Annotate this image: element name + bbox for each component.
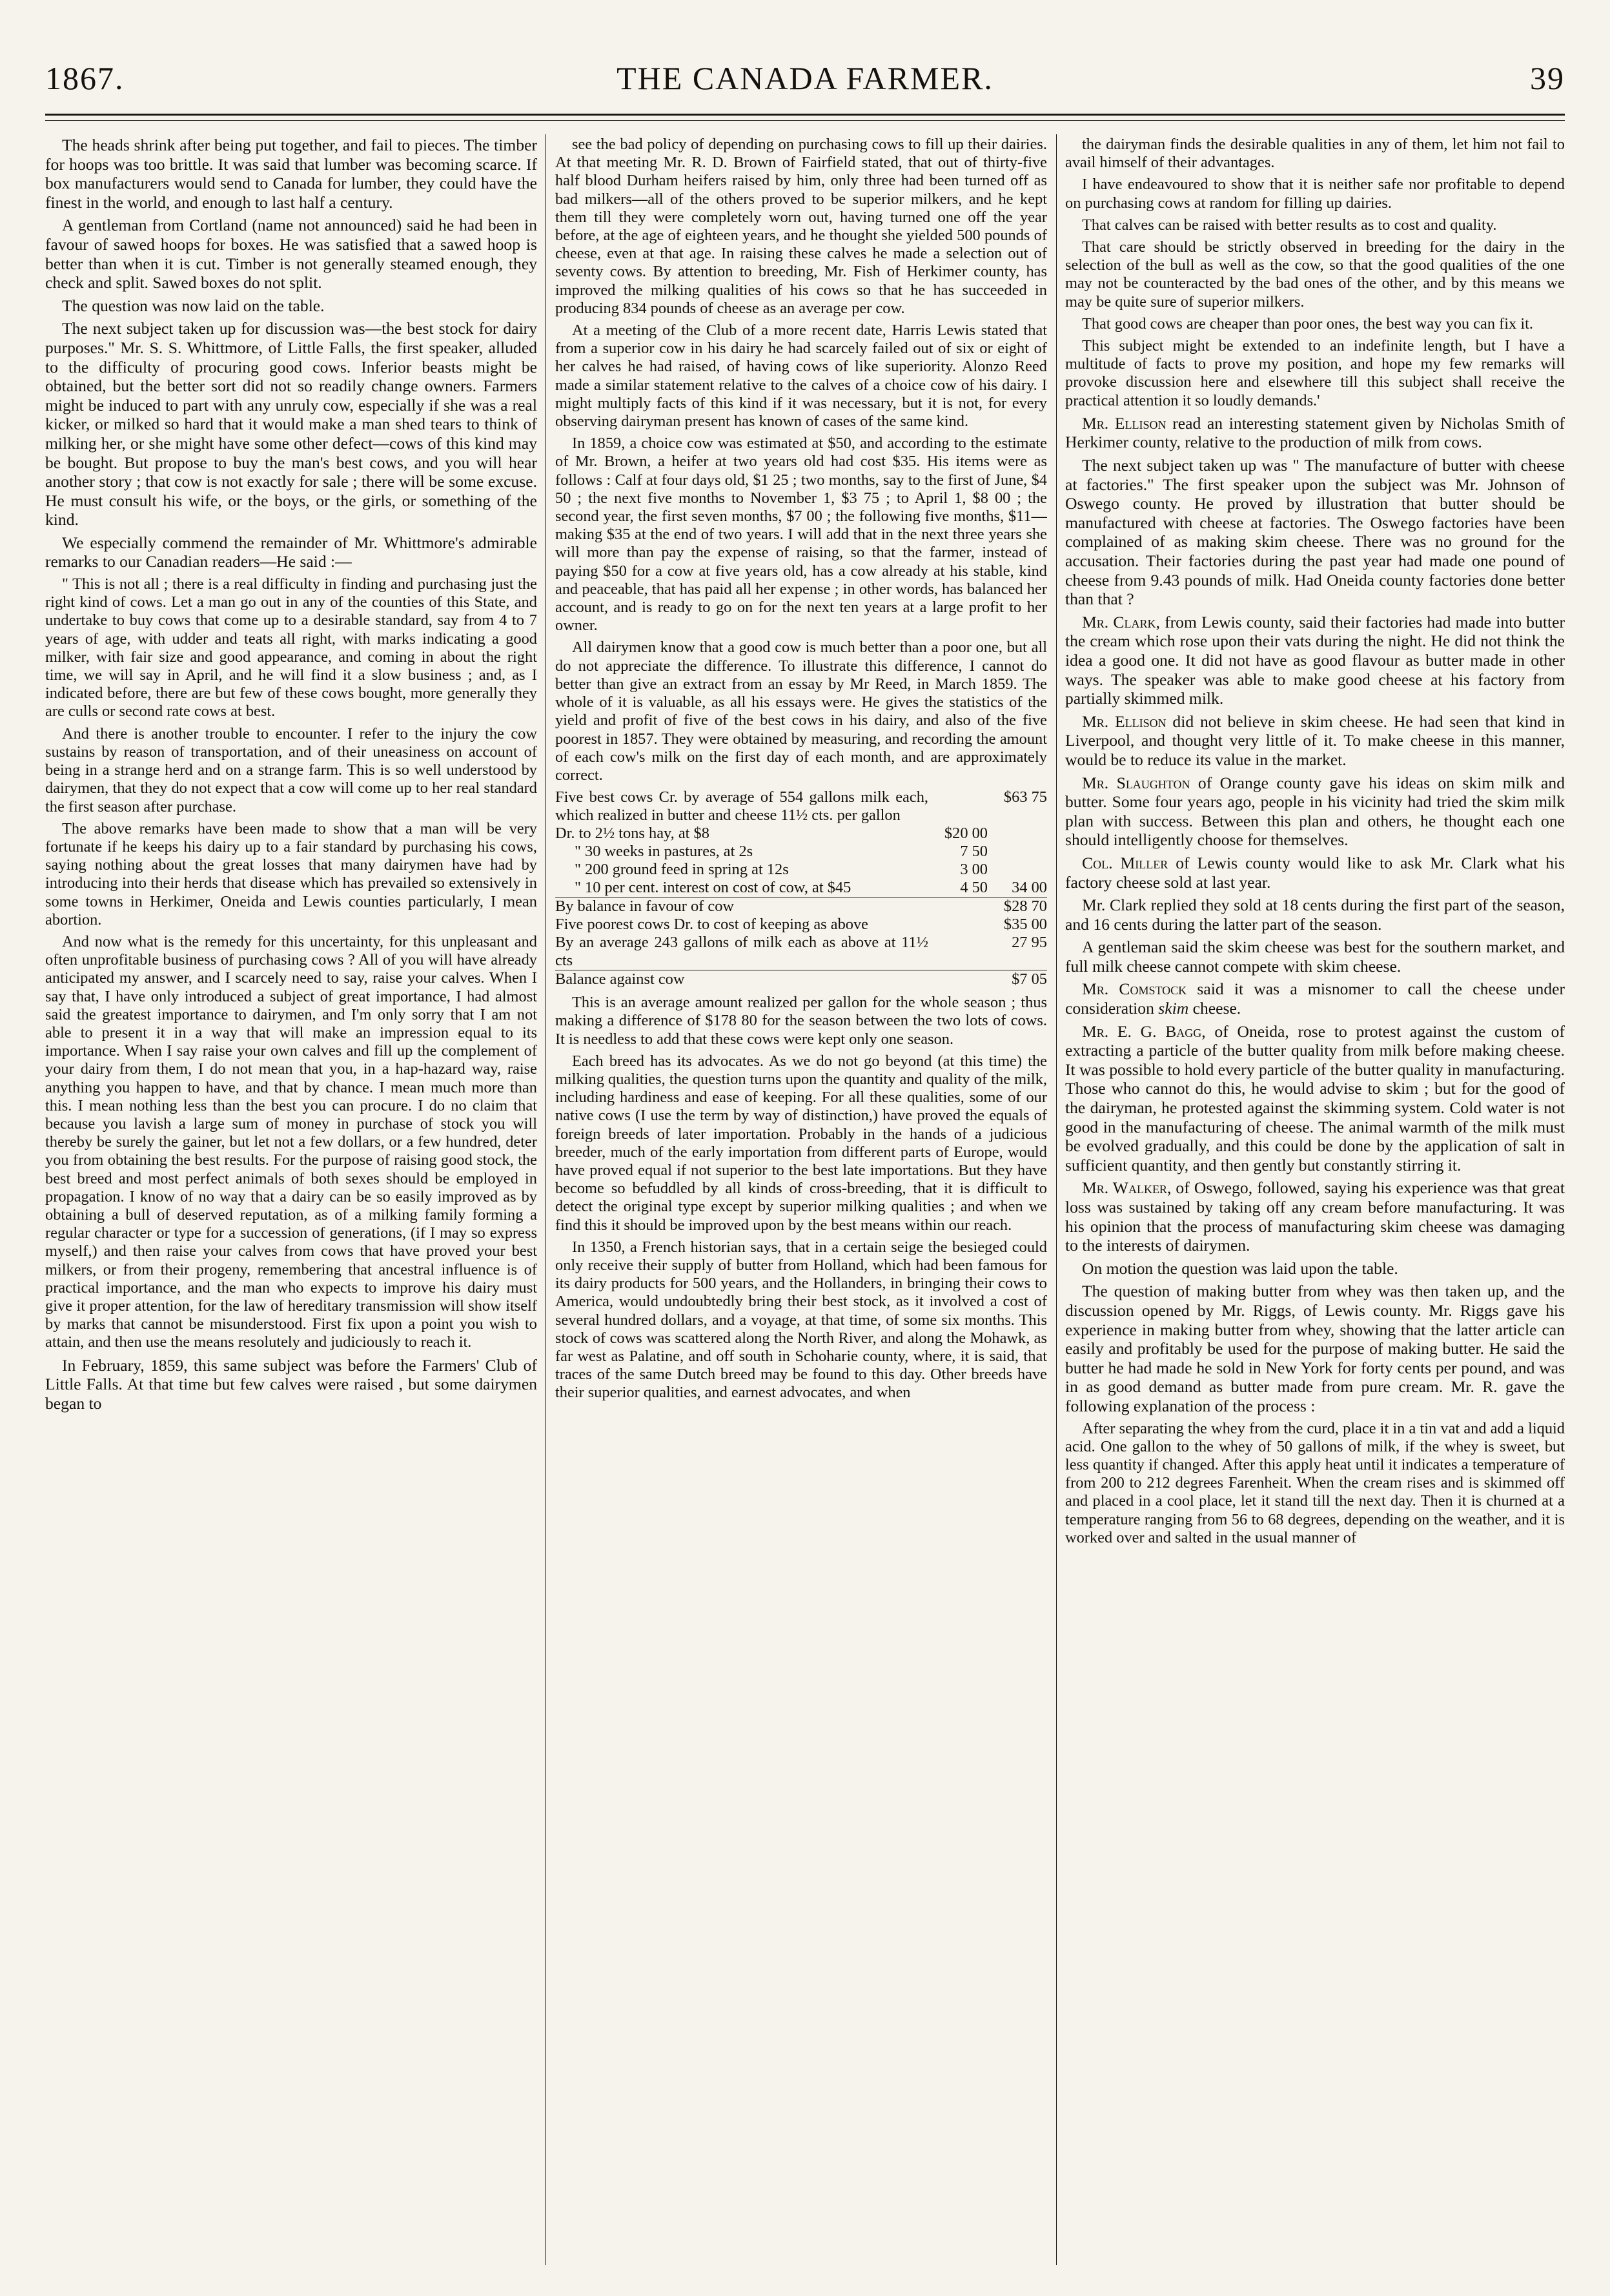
paragraph [1065,414,1565,452]
paragraph-text: said it was a misnomer to call the cheese under consideration [1065,979,1565,1018]
account-item: Balance against cow [555,970,928,989]
account-amount: $20 00 [944,825,988,843]
account-amount: $63 75 [1003,788,1047,806]
account-row [555,897,1047,916]
paragraph [1065,854,1565,892]
emphasis: skim [1158,999,1189,1018]
speaker-name: Mr. E. G. Bagg, [1082,1021,1206,1041]
paragraph [1065,774,1565,850]
paragraph: On motion the question was laid upon the table. [1082,1258,1398,1278]
paragraph: The question of making butter from whey was then taken up, and the discussion opened by Mr. Riggs, of Lewis county. Mr. Riggs gave his experience in making butter from whey, showing that the latter article can easily and profitably be used for the purpose of making butter. He said the butter he had made he sold in New York for forty cents per pound, and was in as good demand as butter made from pure cream. Mr. R. gave the following explanation of the process : [1065,1282,1565,1415]
paragraph-text: from Lewis county, said their factories had made into butter the cream which rose upon their vats during the night. He did not think the idea a good one. It did not have as good flavour as butter made in other ways. The speaker was able to make good cheese at his factory from partially skimmed milk. [1065,612,1565,708]
speaker-name: Mr. Ellison [1082,712,1167,731]
paragraph: That calves can be raised with better results as to cost and quality. [1082,216,1497,234]
paragraph [1065,1022,1565,1175]
paragraph-text: read an interesting statement given by Nicholas Smith of Herkimer county, relative to the production of milk from cows. [1065,413,1565,452]
speaker-name: Col. Miller [1082,853,1168,872]
masthead [45,59,1565,110]
paragraph-text: of Oneida, rose to protest against the custom of extracting a particle of the butter quality from milk before making cheese. It was possible to hold every particle of the butter quality in manufacturing. Those who cannot do this, he would advise to skim ; but for the good of the dairyman, he protested against the skimming system. Cold water is not good in the manufacturing of cheese. The animal warmth of the milk must be evolved gradually, and this could be done by the application of salt in sufficient quantity, and then gently but constantly stirring it. [1065,1021,1565,1174]
paragraph [1065,613,1565,708]
column-1 [45,136,537,2260]
account-amount: 27 95 [1012,934,1047,952]
paragraph: The next subject taken up was " The manufacture of butter with cheese at factories." The first speaker upon the subject was Mr. Johnson of Oswego county. He proved by illustration that butter should be manufactured with cheese at factories. The Oswego factories have been complained of as making skim cheese. There was no ground for the accusation. Their factories during the past year had made one pound of cheese from 9.43 pounds of milk. Had Oneida county factories done better than that ? [1065,456,1565,609]
paragraph: This subject might be extended to an indefinite length, but I have a multitude of facts to prove my position, and hope my few remarks will provoke discussion here and elsewhere till this subject shall receive the practical attention it so loudly demands.' [1065,337,1565,409]
paragraph [1065,979,1565,1018]
paragraph-text: did not believe in skim cheese. He had seen that kind in Liverpool, and thought very little of it. To make cheese in this manner, would be to reduce its value in the market. [1065,712,1565,769]
account-row [555,934,1047,970]
paragraph [1065,1178,1565,1255]
account-item: Five poorest cows Dr. to cost of keeping as above [555,916,869,934]
paragraph [1065,712,1565,770]
paragraph: The next subject taken up for discussion was—the best stock for dairy purposes." Mr. S. S. Whittmore, of Little Falls, the first speaker, alluded to the difficulty of procuring good cows. Inferior beasts might be obtained, but the better sort did not so readily change owners. Farmers might be induced to part with any unruly cow, especially if she was a real kicker, or milked so hard that it would make a man shed tears to think of milking her, or she might have some other defect—cows of this kind may be bought. But propose to buy the man's best cows, and you will hear another story ; that cow is not exactly for sale ; there will be some excuse. He must consult his wife, or the boys, or the girls, or something of the kind. [45,319,537,529]
account-item: By an average 243 gallons of milk each as above at 11½ cts [555,934,928,970]
account-row [555,843,1047,861]
paragraph: I have endeavoured to show that it is neither safe nor profitable to depend on purchasing cows at random for filling up dairies. [1065,176,1565,212]
paragraph: After separating the whey from the curd, place it in a tin vat and add a liquid acid. One gallon to the whey of 50 gallons of milk, if the whey is sweet, but less quantity if changed. After this apply heat until it indicates a temperature of from 200 to 212 degrees Farenheit. When the cream rises and is skimmed off and placed in a cool place, let it stand till the next day. Then it is churned at a temperature ranging from 56 to 68 degrees, depending on the weather, and it is worked over and salted in the usual manner of [1065,1419,1565,1546]
account-row [555,788,1047,825]
paragraph: All dairymen know that a good cow is much better than a poor one, but all do not appreciate the difference. To illustrate this difference, I cannot do better than give an extract from an essay by Mr Reed, in March 1859. The whole of it is valuable, as all his essays were. He gives the statistics of the yield and profit of five of the best cows in his dairy, and also of the five poorest in 1857. They were obtained by measuring, and recording the amount of each cow's milk on the first day of each month, and are approximately correct. [555,639,1047,784]
paragraph: The above remarks have been made to show that a man will be very fortunate if he keeps his dairy up to a fair standard by purchasing his cows, saying nothing about the great losses that many dairymen have had by introducing into their herds that disease which has prevailed so extensively in some towns in Herkimer, Oneida and Lewis counties particularly, I mean abortion. [45,819,537,928]
account-item: By balance in favour of cow [555,897,928,916]
paragraph: Each breed has its advocates. As we do not go beyond (at this time) the milking qualities, the question turns upon the quantity and quality of the milk, including hardiness and ease of keeping. For all these qualities, some of our native cows (I use the term by way of distinction,) have proved the equals of foreign breeds of later importation. Probably in the hands of a judicious breeder, much of the early importation from different parts of Europe, would have proved equal if not superior to the best late importations. But they have become so befuddled by all kinds of cross-breeding, that it is difficult to detect the original type except by superior milking qualities ; and when we find this it should be improved upon by the best means within our reach. [555,1052,1047,1234]
account-row [555,916,1047,934]
paragraph: see the bad policy of depending on purchasing cows to fill up their dairies. At that meeting Mr. R. D. Brown of Fairfield stated, that out of thirty-five half blood Durham heifers raised by him, only three had been turned off as bad milkers—all of the others proved to be superior milkers, and he kept them till they were completely worn out, having turned one off the year before, at the age of eighteen years, and he thought she yielded 500 pounds of cheese, even at that age. In raising these calves he made a selection out of seventy cows. By attention to breeding, Mr. Fish of Herkimer county, has improved the milking qualities of his cows so that he has succeeded in producing 834 pounds of cheese as an average per cow. [555,136,1047,317]
paragraph: At a meeting of the Club of a more recent date, Harris Lewis stated that from a superior cow in his dairy he had scarcely failed out of six or eight of her calves he had raised, of having cows of like superiority. Alonzo Reed made a similar statement relative to the calves of a choice cow of his dairy. I might multiply facts of this kind if it was necessary, but it is not, for every observing dairyman present has known of cases of the same kind. [555,322,1047,431]
paragraph: A gentleman from Cortland (name not announced) said he had been in favour of sawed hoops for boxes. He was satisfied that a sawed hoop is better than when it is cut. Timber is not generally steamed enough, they check and split. Sawed boxes do not split. [45,216,537,292]
account-table [555,788,1047,989]
paragraph: That good cows are cheaper than poor ones, the best way you can fix it. [1082,314,1533,333]
paragraph-text: cheese. [1188,999,1241,1018]
paragraph: In February, 1859, this same subject was before the Farmers' Club of Little Falls. At that time but few calves were raised , but some dairymen began to [45,1355,537,1413]
account-item: " 200 ground feed in spring at 12s [575,861,789,879]
account-row [555,879,1047,897]
paragraph: The question was now laid on the table. [62,296,325,315]
speaker-name: Mr. Slaughton [1082,773,1190,792]
paragraph: the dairyman finds the desirable qualities in any of them, let him not fail to avail himself of their advantages. [1065,136,1565,172]
account-item: Five best cows Cr. by average of 554 gallons milk each, which realized in butter and cheese 11½ cts. per gallon [555,788,928,825]
account-row [555,970,1047,989]
account-row [555,825,1047,843]
account-amount: 4 50 [960,879,988,897]
account-amount: $35 00 [1003,916,1047,934]
account-amount: $7 05 [988,970,1047,989]
header-rule-thin [45,120,1565,121]
paragraph: In 1859, a choice cow was estimated at $50, and according to the estimate of Mr. Brown, a heifer at two years old had cost $35. His items were as follows : Calf at four days old, $1 25 ; two months, say to the first of June, $4 50 ; the next five months to November 1, $3 75 ; to April 1, $8 00 ; the second year, the first seven months, $7 00 ; the following five months, $11—making $35 at the end of two years. I will add that in the next three years she will more than pay the expense of raising, so that the farmer, instead of paying $50 for a cow at five years old, has a cow already at his stable, kind and peaceable, that has paid all her expense ; in other words, has balanced her account, and is ready to go on for the next ten years at a large profit to her owner. [555,435,1047,635]
column-2 [555,136,1047,2260]
account-item: Dr. to 2½ tons hay, at $8 [555,825,709,843]
paragraph: Mr. Clark replied they sold at 18 cents during the first part of the season, and 16 cents during the latter part of the season. [1065,896,1565,934]
column-divider [1056,134,1057,2265]
account-item: " 30 weeks in pastures, at 2s [575,843,753,861]
column-3 [1065,136,1565,2260]
paragraph: A gentleman said the skim cheese was best for the southern market, and full milk cheese cannot compete with skim cheese. [1065,938,1565,976]
paragraph: And now what is the remedy for this uncertainty, for this unpleasant and often unprofitable business of purchasing cows ? All of you will have already anticipated my answer, and I scarcely need to say, raise your calves. When I say that, I have only introduced a subject of great importance, I had almost said the greatest importance to dairymen, and I'm only sorry that I am not able to present it in a way that will make an impression equal to its importance. When I say raise your own calves and fill up the complement of your dairy from them, I do not mean that you, in a hap-hazard way, raise anything you happen to have, and that by chance. I mean much more than this. I mean nothing less than the best you can procure. I do no claim that because you lavish a large sum of money in purchase of stock you will thereby be surely the gainer, but let not a few dollars, or a few hundred, deter you from obtaining the best results. For the purpose of raising good stock, the best breed and most perfect animals of both sexes should be employed in propagation. I know of no way that a dairy can be so easily improved as by obtaining a bull of deserved reputation, as of a milking family forming a regular character or type for a succession of generations, (if I may so express myself,) and then raise your calves from cows that have proved your best milkers, or from their progeny, remembering that ancestral influence is of practical importance, and the man who expects to improve his dairy must give it proper attention, for the law of hereditary transmission will show itself by marks that cannot be misunderstood. First fix upon a point you wish to attain, and then use the means resolutely and judiciously to reach it. [45,932,537,1351]
paragraph: " This is not all ; there is a real difficulty in finding and purchasing just the right kind of cows. Let a man go out in any of the counties of this State, and undertake to buy cows that come up to a desirable standard, say from 4 to 7 years of age, with udder and teats all right, with marks indicating a good milker, with fair size and good appearance, and coming in about the right time, we will say in April, and he will find it a slow business ; and, as I indicated before, there are but few of these cows bought, more generally they are culls or second rate cows at best. [45,575,537,721]
header-rule [45,114,1565,116]
account-item: " 10 per cent. interest on cost of cow, at $45 [575,879,851,897]
newspaper-title: THE CANADA FARMER. [616,60,994,96]
paragraph: That care should be strictly observed in breeding for the dairy in the selection of the bull as well as the cow, so that the good qualities of the one may not be counteracted by the bad ones of the other, and by this means we may be quite sure of superior milkers. [1065,238,1565,311]
paragraph: This is an average amount realized per gallon for the whole season ; thus making a difference of $178 80 for the season between the two lots of cows. It is needless to add that these cows were kept only one season. [555,994,1047,1048]
speaker-name: Mr. Ellison [1082,413,1167,433]
paragraph: In 1350, a French historian says, that in a certain seige the besieged could only receive their supply of butter from Holland, which had been famous for its dairy products for 500 years, and the Hollanders, in bringing their cows to America, would undoubtedly bring their best stock, as it involved a cost of several hundred dollars, and a voyage, at that time, of some six months. This stock of cows was scattered along the North River, and along the Mohawk, as far west as Palatine, and off south in Schoharie county, where, it is said, that traces of the same Dutch breed may be found to this day. Other breeds have their superior qualities, and earnest advocates, and when [555,1238,1047,1402]
paragraph: And there is another trouble to encounter. I refer to the injury the cow sustains by reason of transportation, and of their uneasiness on account of being in a strange herd and on a strange farm. This is so well understood by dairymen, that they do not expect that a cow will come up to her real standard the first season after purchase. [45,724,537,815]
account-amount: 7 50 [960,843,988,861]
issue-year: 1867. [45,60,125,96]
speaker-name: Mr. Walker, [1082,1178,1172,1198]
column-divider [545,134,546,2265]
account-amount: $28 70 [988,897,1047,916]
speaker-name: Mr. Comstock [1082,979,1187,999]
paragraph: We especially commend the remainder of Mr. Whittmore's admirable remarks to our Canadian readers—He said :— [45,533,537,571]
account-total: 34 00 [1012,879,1047,897]
paragraph: The heads shrink after being put together, and fail to pieces. The timber for hoops was too brittle. It was said that lumber was becoming scarce. If box manufacturers would send to Canada for lumber, they could have the finest in the world, and enough to last half a century. [45,136,537,212]
speaker-name: Mr. Clark, [1082,612,1160,631]
paragraph-text: of Orange county gave his ideas on skim milk and butter. Some four years ago, people in his vicinity had tried the skim milk plan with success. Between this plan and others, he thought each one should intelligently choose for themselves. [1065,773,1565,850]
paragraph-text: of Lewis county would like to ask Mr. Clark what his factory cheese sold at last year. [1065,853,1565,892]
account-row [555,861,1047,879]
page-number: 39 [1530,60,1565,96]
account-amount: 3 00 [960,861,988,879]
paragraph-text: of Oswego, followed, saying his experience was that great loss was sustained by taking off any cream before manufacturing. It was his opinion that the process of manufacturing skim cheese was damaging to the interests of dairymen. [1065,1178,1565,1255]
